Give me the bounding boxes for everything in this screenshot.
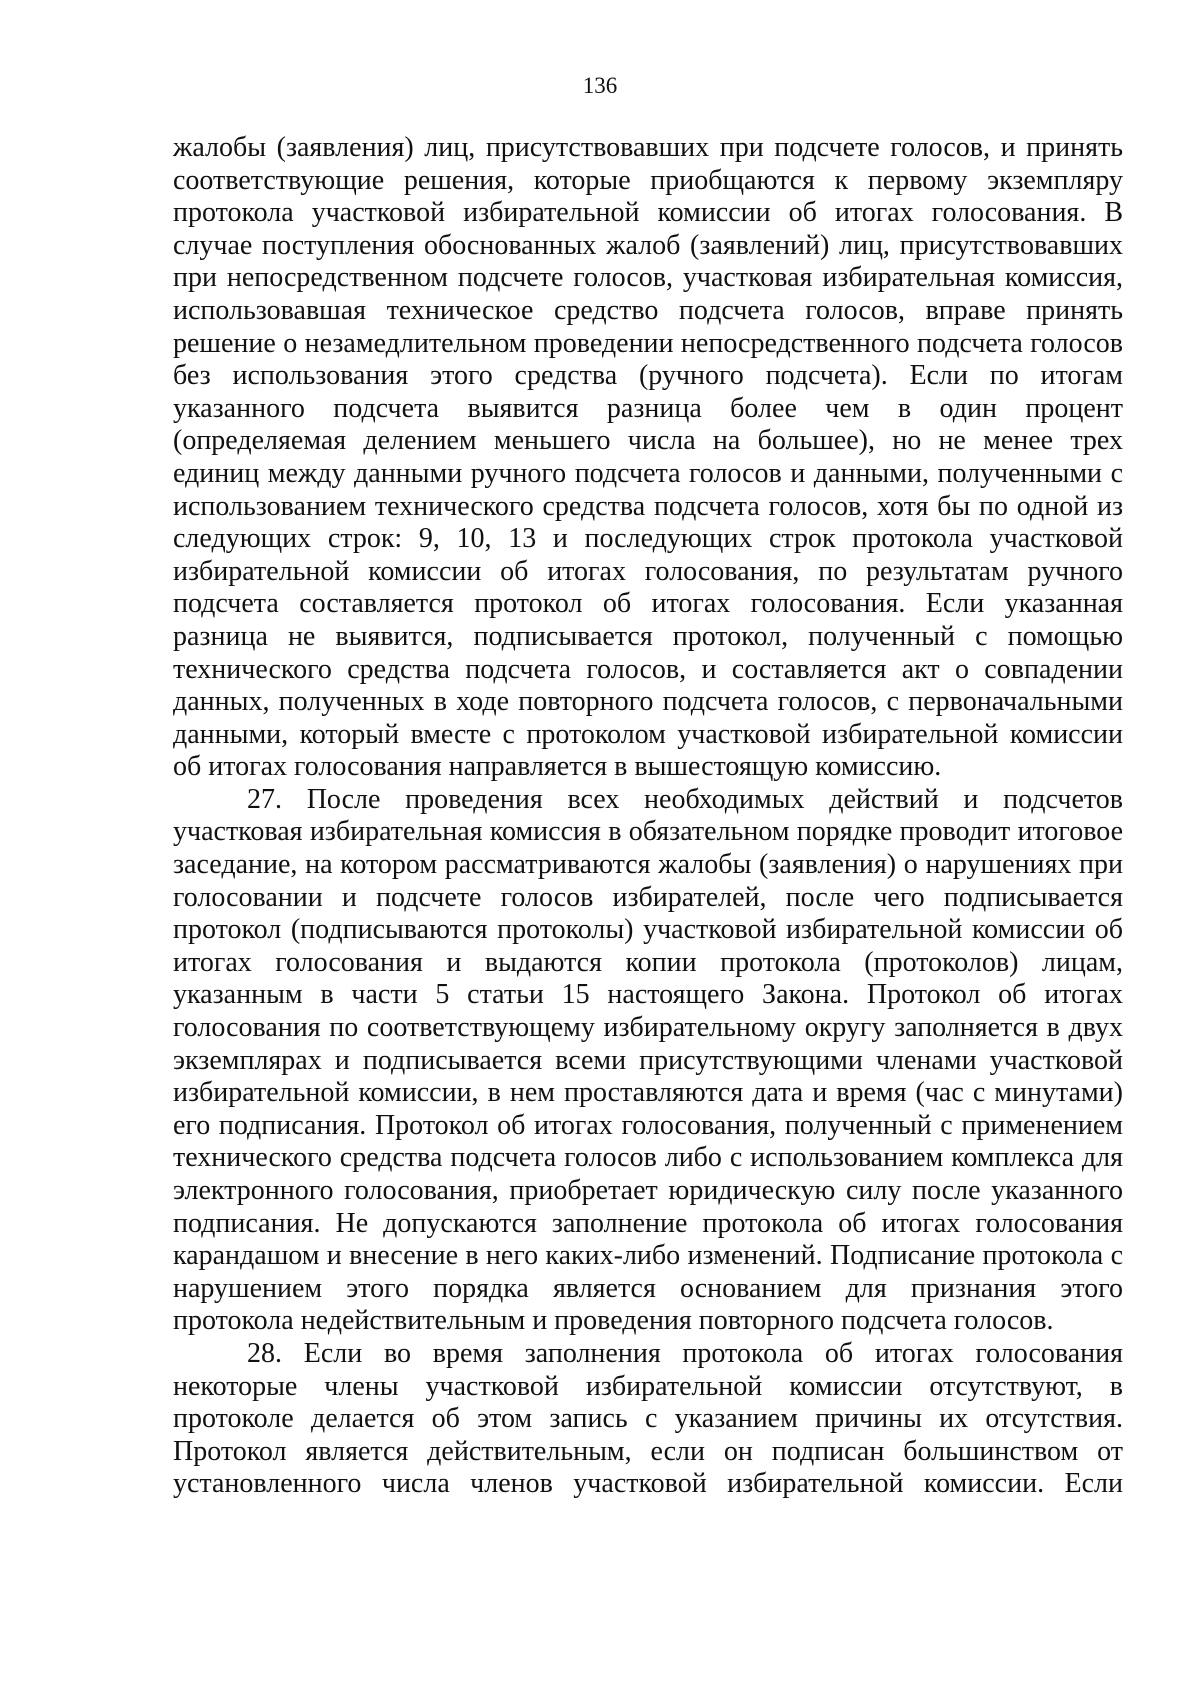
paragraph-27: 27. После проведения всех необходимых действий и подсчетов участковая избирательная комиссия в обязательном порядке проводит итоговое заседание, на котором рассматриваются жалобы (заявления) о нарушениях при голосовании и подсчете голосов избирателей, после чего подписывается протокол (подписываются протоколы) участковой избирательной комиссии об итогах голосования и выдаются копии протокола (протоколов) лицам, указанным в части 5 статьи 15 настоящего Закона. Протокол об итогах голосования по соответствующему избирательному округу заполняется в двух экземплярах и подписывается всеми присутствующими членами участковой избирательной комиссии, в нем проставляются дата и время (час с минутами) его подписания. Протокол об итогах голосования, полученный с применением технического средства подсчета голосов либо с использованием комплекса для электронного голосования, приобретает юридическую силу после указанного подписания. Не допускаются заполнение протокола об итогах голосования карандашом и внесение в него каких-либо изменений. Подписание протокола с нарушением этого порядка является основанием для признания этого протокола недействительным и проведения повторного подсчета голосов. xyxy=(173,783,1123,1337)
page-number: 136 xyxy=(582,73,618,98)
document-text-body xyxy=(173,132,1123,1501)
paragraph-28: 28. Если во время заполнения протокола об итогах голосования некоторые члены участковой избирательной комиссии отсутствуют, в протоколе делается об этом запись с указанием причины их отсутствия. Протокол является действительным, если он подписан большинством от установленного числа членов участковой избирательной комиссии. Если xyxy=(173,1337,1123,1500)
paragraph-continuation: жалобы (заявления) лиц, присутствовавших при подсчете голосов, и принять соответствующие решения, которые приобщаются к первому экземпляру протокола участковой избирательной комиссии об итогах голосования. В случае поступления обоснованных жалоб (заявлений) лиц, присутствовавших при непосредственном подсчете голосов, участковая избирательная комиссия, использовавшая техническое средство подсчета голосов, вправе принять решение о незамедлительном проведении непосредственного подсчета голосов без использования этого средства (ручного подсчета). Если по итогам указанного подсчета выявится разница более чем в один процент (определяемая делением меньшего числа на большее), но не менее трех единиц между данными ручного подсчета голосов и данными, полученными с использованием технического средства подсчета голосов, хотя бы по одной из следующих строк: 9, 10, 13 и последующих строк протокола участковой избирательной комиссии об итогах голосования, по результатам ручного подсчета составляется протокол об итогах голосования. Если указанная разница не выявится, подписывается протокол, полученный с помощью технического средства подсчета голосов, и составляется акт о совпадении данных, полученных в ходе повторного подсчета голосов, с первоначальными данными, который вместе с протоколом участковой избирательной комиссии об итогах голосования направляется в вышестоящую комиссию. xyxy=(173,132,1123,783)
